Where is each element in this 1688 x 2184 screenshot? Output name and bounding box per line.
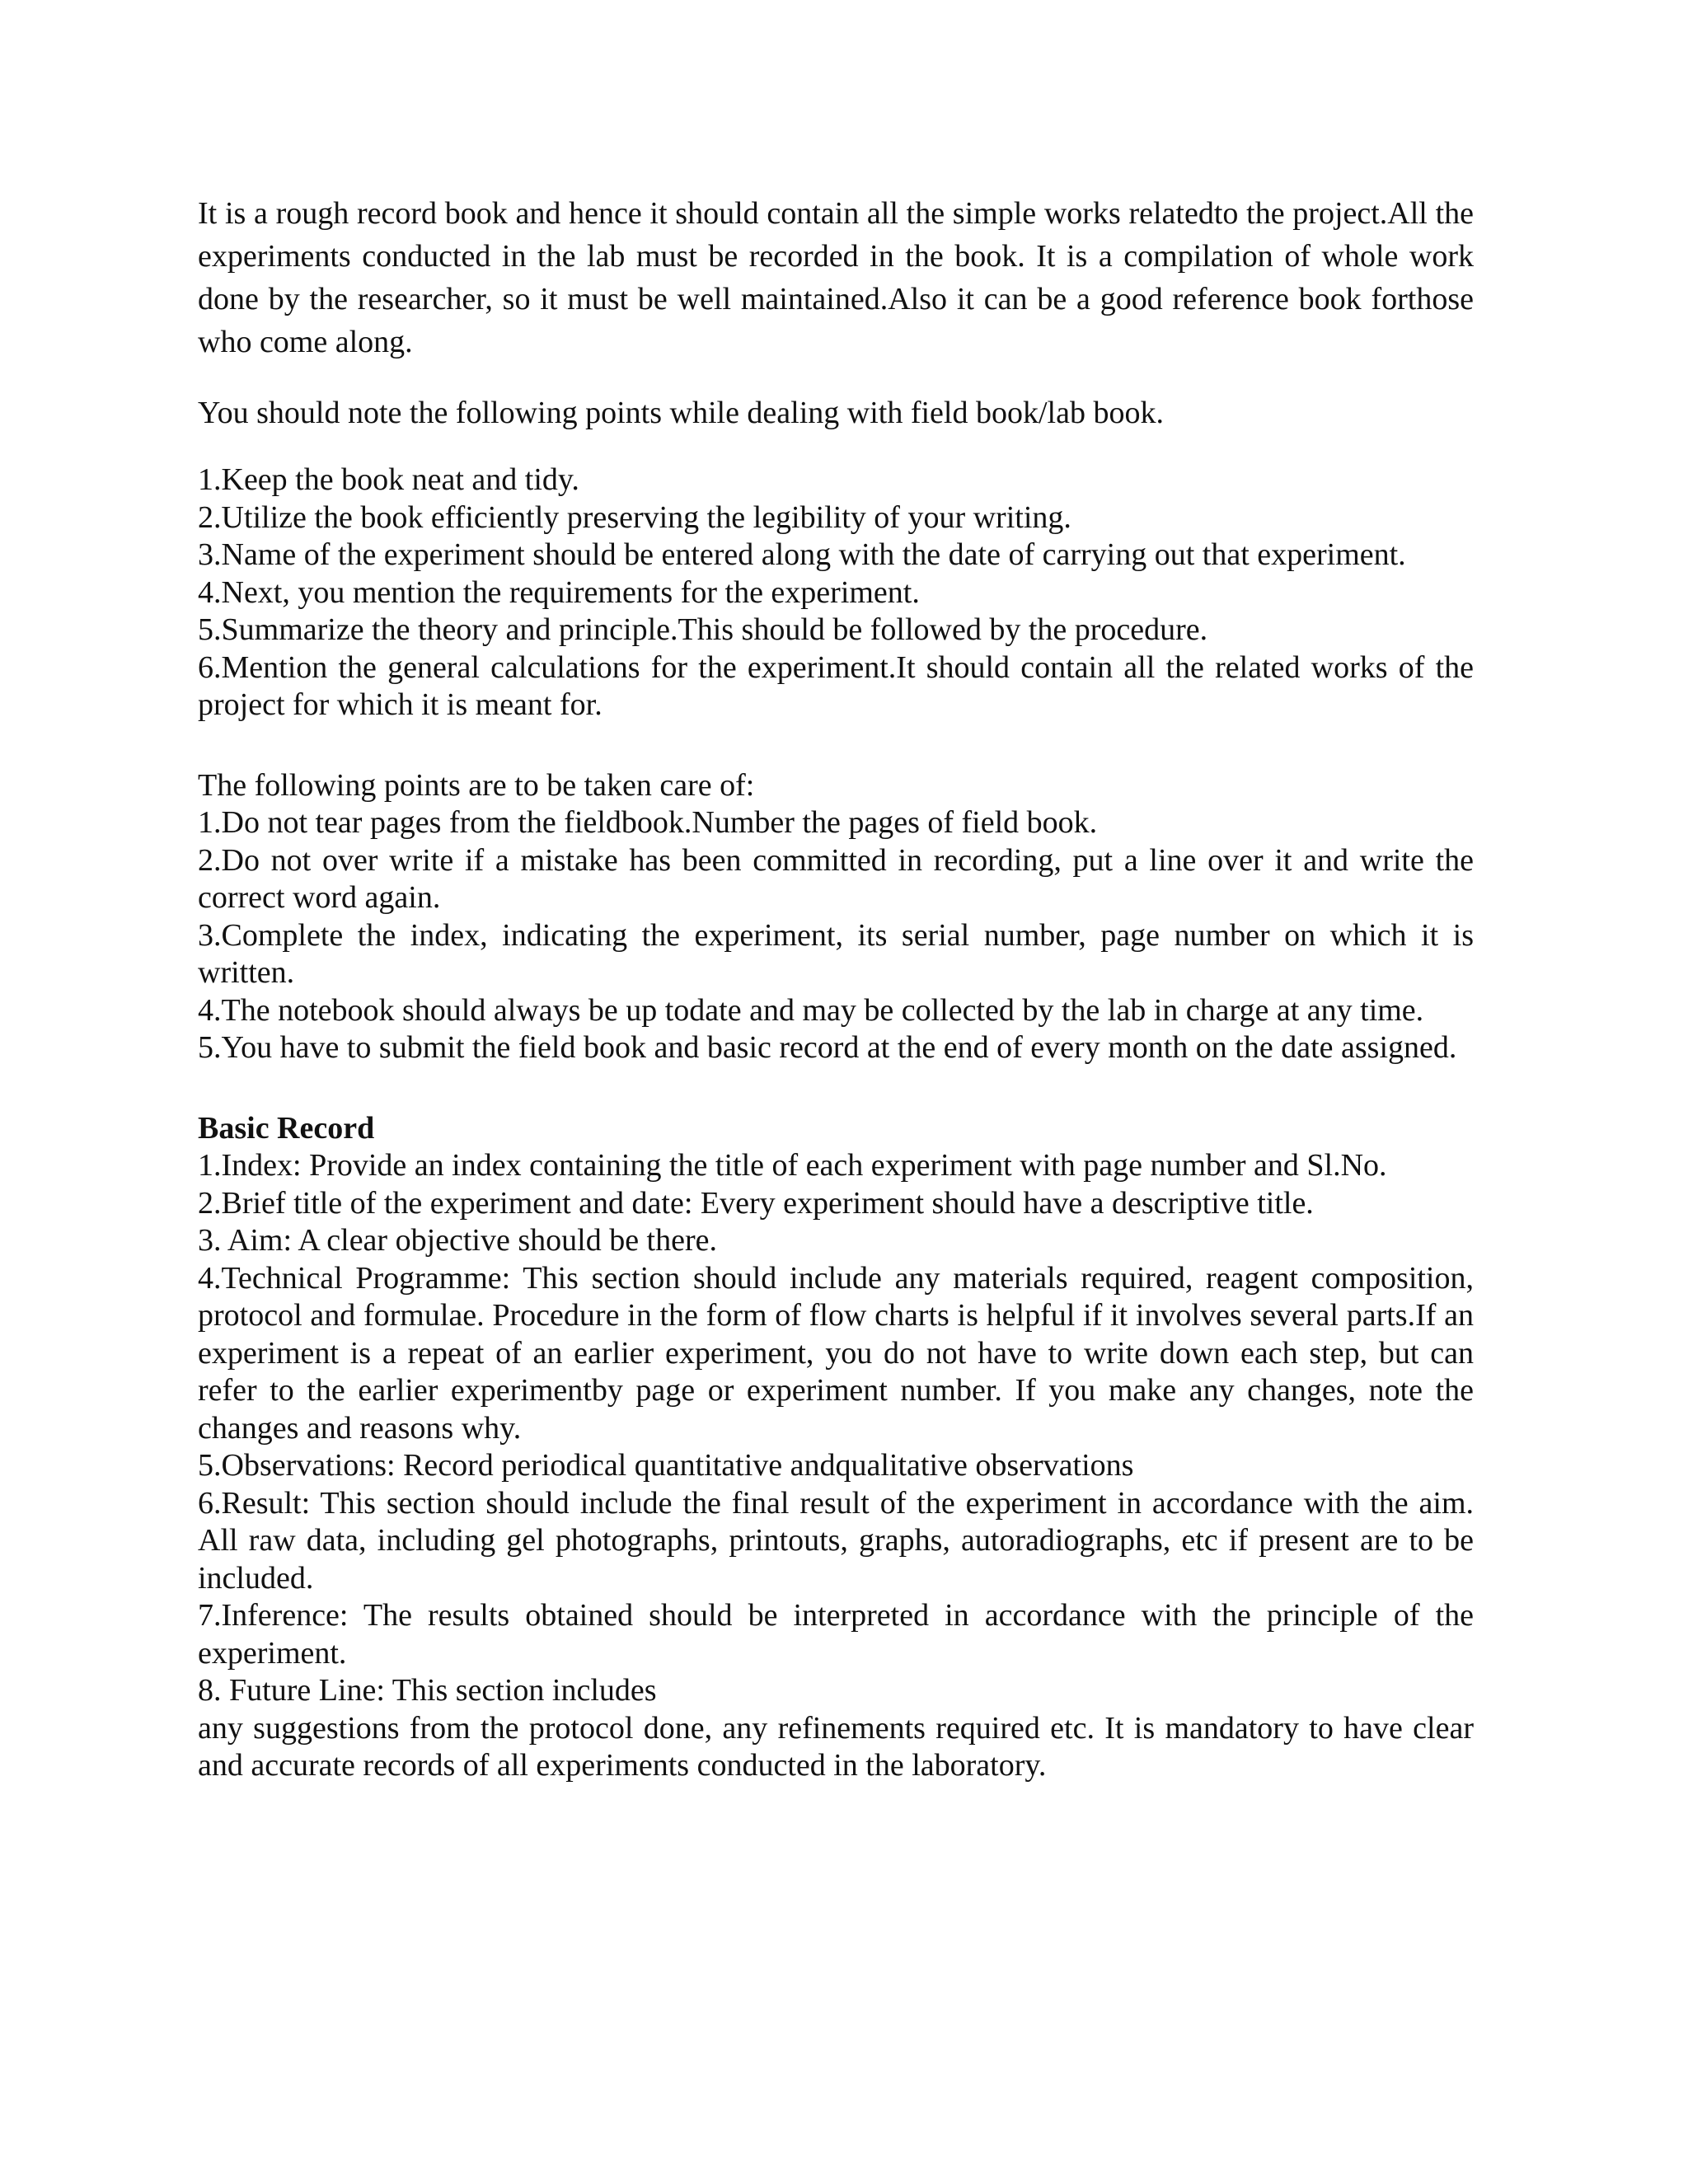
list-item: 3.Complete the index, indicating the experiment, its serial number, page number on which it is written. bbox=[198, 917, 1474, 990]
list-item: 2.Utilize the book efficiently preserving the legibility of your writing. bbox=[198, 499, 1071, 535]
list-item: 6.Result: This section should include the final result of the experiment in accordance with the aim. All raw data, including gel photographs, printouts, graphs, autoradiographs, etc if present are to be included. bbox=[198, 1485, 1474, 1596]
list-item: 1.Do not tear pages from the fieldbook.Number the pages of field book. bbox=[198, 805, 1098, 840]
list-item: 5.Summarize the theory and principle.This should be followed by the procedure. bbox=[198, 612, 1208, 647]
list-item: 6.Mention the general calculations for the experiment.It should contain all the related works of the project for which it is meant for. bbox=[198, 649, 1474, 722]
list-item: 3. Aim: A clear objective should be there. bbox=[198, 1223, 718, 1258]
list-item: 4.The notebook should always be up todate and may be collected by the lab in charge at any time. bbox=[198, 992, 1424, 1028]
list-item: 7.Inference: The results obtained should be interpreted in accordance with the principle of the experiment. bbox=[198, 1598, 1474, 1671]
care-intro: The following points are to be taken care of: bbox=[198, 767, 755, 803]
list-item: 4.Technical Programme: This section should include any materials required, reagent composition, protocol and formulae. Procedure in the form of flow charts is helpful if it involves several parts.If an experiment is a repeat of an earlier experiment, you do not have to write down each step, but can refer to the earlier experimentby page or experiment number. If you make any changes, note the changes and reasons why. bbox=[198, 1260, 1474, 1446]
list-item: 8. Future Line: This section includes bbox=[198, 1673, 657, 1708]
care-points-section bbox=[198, 767, 1474, 1067]
intro-section bbox=[198, 192, 1474, 363]
list-item: 2.Do not over write if a mistake has been committed in recording, put a line over it and write the correct word again. bbox=[198, 842, 1474, 915]
list-item: 4.Next, you mention the requirements for the experiment. bbox=[198, 574, 920, 610]
intro-paragraph: It is a rough record book and hence it should contain all the simple works relatedto the project.All the experiments conducted in the lab must be recorded in the book. It is a compilation of whole work done by the researcher, so it must be well maintained.Also it can be a good reference book forthose who come along. bbox=[198, 196, 1474, 359]
list-item: 2.Brief title of the experiment and date: Every experiment should have a descriptive title. bbox=[198, 1185, 1314, 1221]
list-item: 5.You have to submit the field book and basic record at the end of every month on the date assigned. bbox=[198, 1030, 1457, 1065]
list-item: any suggestions from the protocol done, any refinements required etc. It is mandatory to have clear and accurate records of all experiments conducted in the laboratory. bbox=[198, 1710, 1474, 1783]
basic-record-section bbox=[198, 1110, 1474, 1785]
document-page bbox=[198, 192, 1474, 1785]
lab-points-list bbox=[198, 462, 1474, 724]
list-item: 3.Name of the experiment should be entered along with the date of carrying out that experiment. bbox=[198, 537, 1406, 572]
field-note-intro: You should note the following points while dealing with field book/lab book. bbox=[198, 396, 1164, 430]
list-item: 5.Observations: Record periodical quantitative andqualitative observations bbox=[198, 1448, 1134, 1483]
section-heading: Basic Record bbox=[198, 1110, 375, 1146]
field-note-section bbox=[198, 391, 1474, 434]
list-item: 1.Index: Provide an index containing the title of each experiment with page number and Sl.No. bbox=[198, 1148, 1387, 1183]
list-item: 1.Keep the book neat and tidy. bbox=[198, 462, 579, 497]
